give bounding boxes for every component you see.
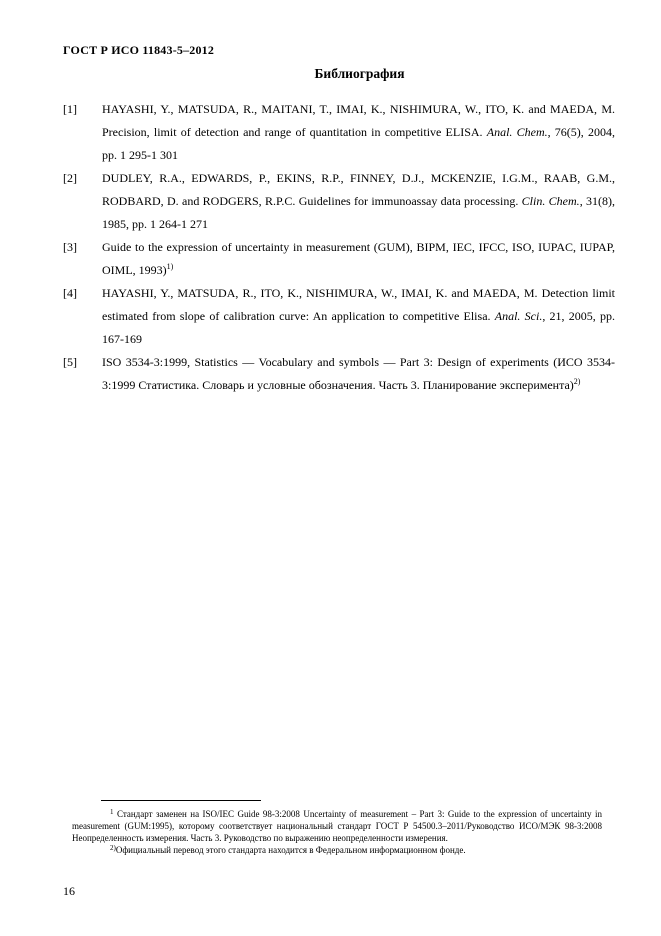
- document-header: ГОСТ Р ИСО 11843-5–2012: [63, 43, 215, 57]
- reference-journal: Clin. Chem.: [521, 194, 580, 208]
- reference-text: [102, 351, 615, 397]
- reference-list: [63, 98, 615, 397]
- reference-text: [102, 236, 615, 282]
- reference-body: ISO 3534-3:1999, Statistics — Vocabulary and symbols — Part 3: Design of experiments (ИСО 3534-3:1999 Статистика. Словарь и условные обозначения. Часть 3. Планирование эксперимента): [102, 355, 615, 392]
- footnote-1: [72, 808, 602, 844]
- footnote-2: [72, 844, 602, 856]
- reference-item-5: [63, 351, 615, 397]
- footnote-mark: 2): [110, 844, 116, 852]
- footnote-text: Официальный перевод этого стандарта находится в Федеральном информационном фонде.: [115, 845, 466, 855]
- reference-item-3: [63, 236, 615, 282]
- bibliography-title: [0, 66, 661, 82]
- reference-text: [102, 98, 615, 167]
- reference-number: [4]: [63, 286, 77, 300]
- reference-number: [2]: [63, 171, 77, 185]
- reference-number: [5]: [63, 355, 77, 369]
- reference-tail: , 21, 2005, pp. 167-169: [102, 309, 616, 346]
- reference-body: HAYASHI, Y., MATSUDA, R., MAITANI, T., IMAI, K., NISHIMURA, W., ITO, K. and MAEDA, M. Precision, limit of detection and range of quantitation in competitive ELISA.: [102, 102, 615, 139]
- reference-tail: , 31(8), 1985, pp. 1 264-1 271: [102, 194, 616, 231]
- footnote-ref-1: 1): [166, 262, 174, 271]
- footnote-ref-2: 2): [573, 377, 581, 386]
- reference-text: [102, 282, 615, 351]
- reference-journal: Anal. Chem.: [486, 125, 548, 139]
- footnote-mark: 1: [110, 808, 114, 816]
- reference-tail: , 76(5), 2004, pp. 1 295-1 301: [102, 125, 615, 162]
- reference-journal: Anal. Sci.: [494, 309, 543, 323]
- reference-number: [3]: [63, 240, 77, 254]
- footnote-separator: [101, 800, 261, 801]
- reference-number: [1]: [63, 102, 77, 116]
- footnote-text: Стандарт заменен на ISO/IEC Guide 98-3:2008 Uncertainty of measurement – Part 3: Guide to the expression of uncertainty in measurement (GUM:1995), которому соответствует национальный стандарт ГОСТ Р 54500.3–2011/Руководство ИСО/МЭК 98-3:2008 Неопределенность измерения. Часть 3. Руководство по выражению неопределенности измерения.: [72, 809, 602, 843]
- reference-item-4: [63, 282, 615, 351]
- reference-item-2: [63, 167, 615, 236]
- footnotes: [72, 808, 602, 856]
- reference-body: DUDLEY, R.A., EDWARDS, P., EKINS, R.P., FINNEY, D.J., MCKENZIE, I.G.M., RAAB, G.M., RODBARD, D. and RODGERS, R.P.C. Guidelines for immunoassay data processing.: [102, 171, 615, 208]
- reference-body: Guide to the expression of uncertainty in measurement (GUM), BIPM, IEC, IFCC, ISO, IUPAC, IUPAP, OIML, 1993): [102, 240, 615, 277]
- bibliography-title-text: Библиография: [314, 66, 405, 81]
- reference-text: [102, 167, 615, 236]
- reference-item-1: [63, 98, 615, 167]
- page-number: 16: [63, 884, 75, 898]
- reference-body: HAYASHI, Y., MATSUDA, R., ITO, K., NISHIMURA, W., IMAI, K. and MAEDA, M. Detection limit estimated from slope of calibration curve: An application to competitive Elisa.: [102, 286, 615, 323]
